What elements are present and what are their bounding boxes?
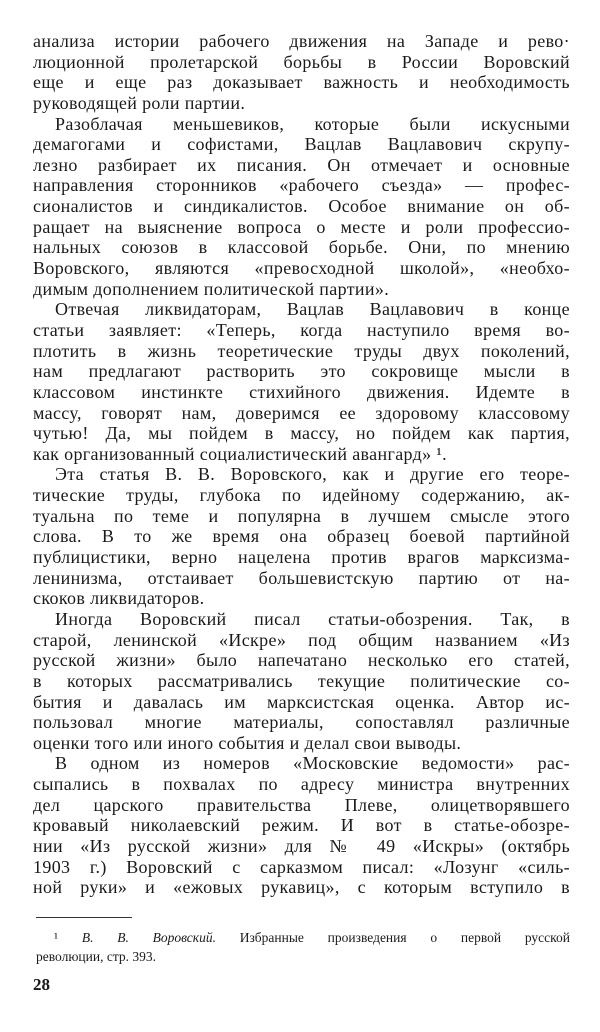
text-line: пользовал многие материалы, сопоставлял различные	[33, 712, 570, 733]
footnote-marker: ¹	[54, 930, 59, 945]
text-line: бытия и давалась им марксистская оценка. Автор ис-	[33, 691, 570, 712]
text-line: 1903 г.) Воровский с сарказмом писал: «Лозунг «силь-	[33, 856, 570, 877]
text-line: массу, говорят нам, доверимся ее здоровому классовому	[33, 402, 570, 423]
text-line: Отвечая ликвидаторам, Вацлав Вацлавович в конце	[55, 299, 570, 320]
text-line: люционной пролетарской борьбы в России Воровский	[33, 51, 570, 72]
text-line: Воровского, являются «превосходной школой», «необхо-	[33, 258, 570, 279]
text-line: ленинизма, отстаивает большевистскую партию от на-	[33, 567, 570, 588]
text-line: тические труды, глубока по идейному содержанию, ак-	[33, 485, 570, 506]
text-line: Иногда Воровский писал статьи-обозрения. Так, в	[55, 608, 570, 629]
text-line: сыпались в похвалах по адресу министра внутренних	[33, 774, 570, 795]
text-line: демагогами и софистами, Вацлав Вацлавович скрупу-	[33, 134, 570, 155]
text-line: руководящей роли партии.	[33, 92, 246, 113]
footnote-title: Избранные произведения о первой русской	[239, 930, 570, 945]
text-line: ращает на выяснение вопроса о месте и роли профессио-	[33, 216, 570, 237]
text-line: В одном из номеров «Московские ведомости» рас-	[55, 753, 570, 774]
text-line: сионалистов и синдикалистов. Особое внимание он об-	[33, 196, 570, 217]
text-line: в которых рассматривались текущие политические со-	[33, 670, 570, 691]
body-text	[33, 31, 570, 898]
text-line: чутью! Да, мы пойдем в массу, но пойдем как партия,	[33, 423, 570, 444]
text-line: как организованный социалистический авангард» ¹.	[33, 443, 447, 464]
text-line: еще и еще раз доказывает важность и необходимость	[33, 72, 570, 93]
text-line: скоков ликвидаторов.	[33, 588, 205, 609]
text-line: направления сторонников «рабочего съезда» — профес-	[33, 175, 570, 196]
footnote-divider	[36, 917, 132, 918]
text-line: ной руки» и «ежовых рукавиц», с которым вступило в	[33, 877, 570, 898]
text-line: плотить в жизнь теоретические труды двух поколений,	[33, 340, 570, 361]
text-line: Разоблачая меньшевиков, которые были искусными	[55, 113, 570, 134]
text-line: нальных союзов в классовой борьбе. Они, по мнению	[33, 237, 570, 258]
text-line: старой, ленинской «Искре» под общим названием «Из	[33, 629, 570, 650]
text-line: анализа истории рабочего движения на Западе и рево·	[33, 31, 570, 51]
text-line: классовом инстинкте стихийного движения. Идемте в	[33, 381, 570, 402]
text-line: лезно разбирает их писания. Он отмечает и основные	[33, 154, 570, 175]
text-line: слова. В то же время она образец боевой партийной	[33, 526, 570, 547]
text-line: нии «Из русской жизни» для № 49 «Искры» (октябрь	[33, 835, 570, 856]
footnote	[36, 928, 570, 966]
text-line: публицистики, верно нацелена против врагов марксизма-	[33, 547, 570, 568]
footnote-author: В. В. Воровский.	[81, 930, 216, 945]
text-line: нам предлагают растворить это сокровище мысли в	[33, 361, 570, 382]
text-line: димым дополнением политической партии».	[33, 278, 390, 299]
text-line: статьи заявляет: «Теперь, когда наступило время во-	[33, 319, 570, 340]
text-line: дел царского правительства Плеве, олицетворявшего	[33, 794, 570, 815]
text-line: туальна по теме и популярна в лучшем смысле этого	[33, 505, 570, 526]
footnote-line: революции, стр. 393.	[36, 949, 157, 964]
text-line: Эта статья В. В. Воровского, как и другие его теоре-	[55, 464, 570, 485]
text-line: кровавый николаевский режим. И вот в статье-обозре-	[33, 815, 570, 836]
text-line: оценки того или иного события и делал свои выводы.	[33, 732, 462, 753]
text-line: русской жизни» было напечатано несколько его статей,	[33, 650, 570, 671]
page-number: 28	[33, 975, 50, 994]
footnote-line	[36, 928, 570, 947]
